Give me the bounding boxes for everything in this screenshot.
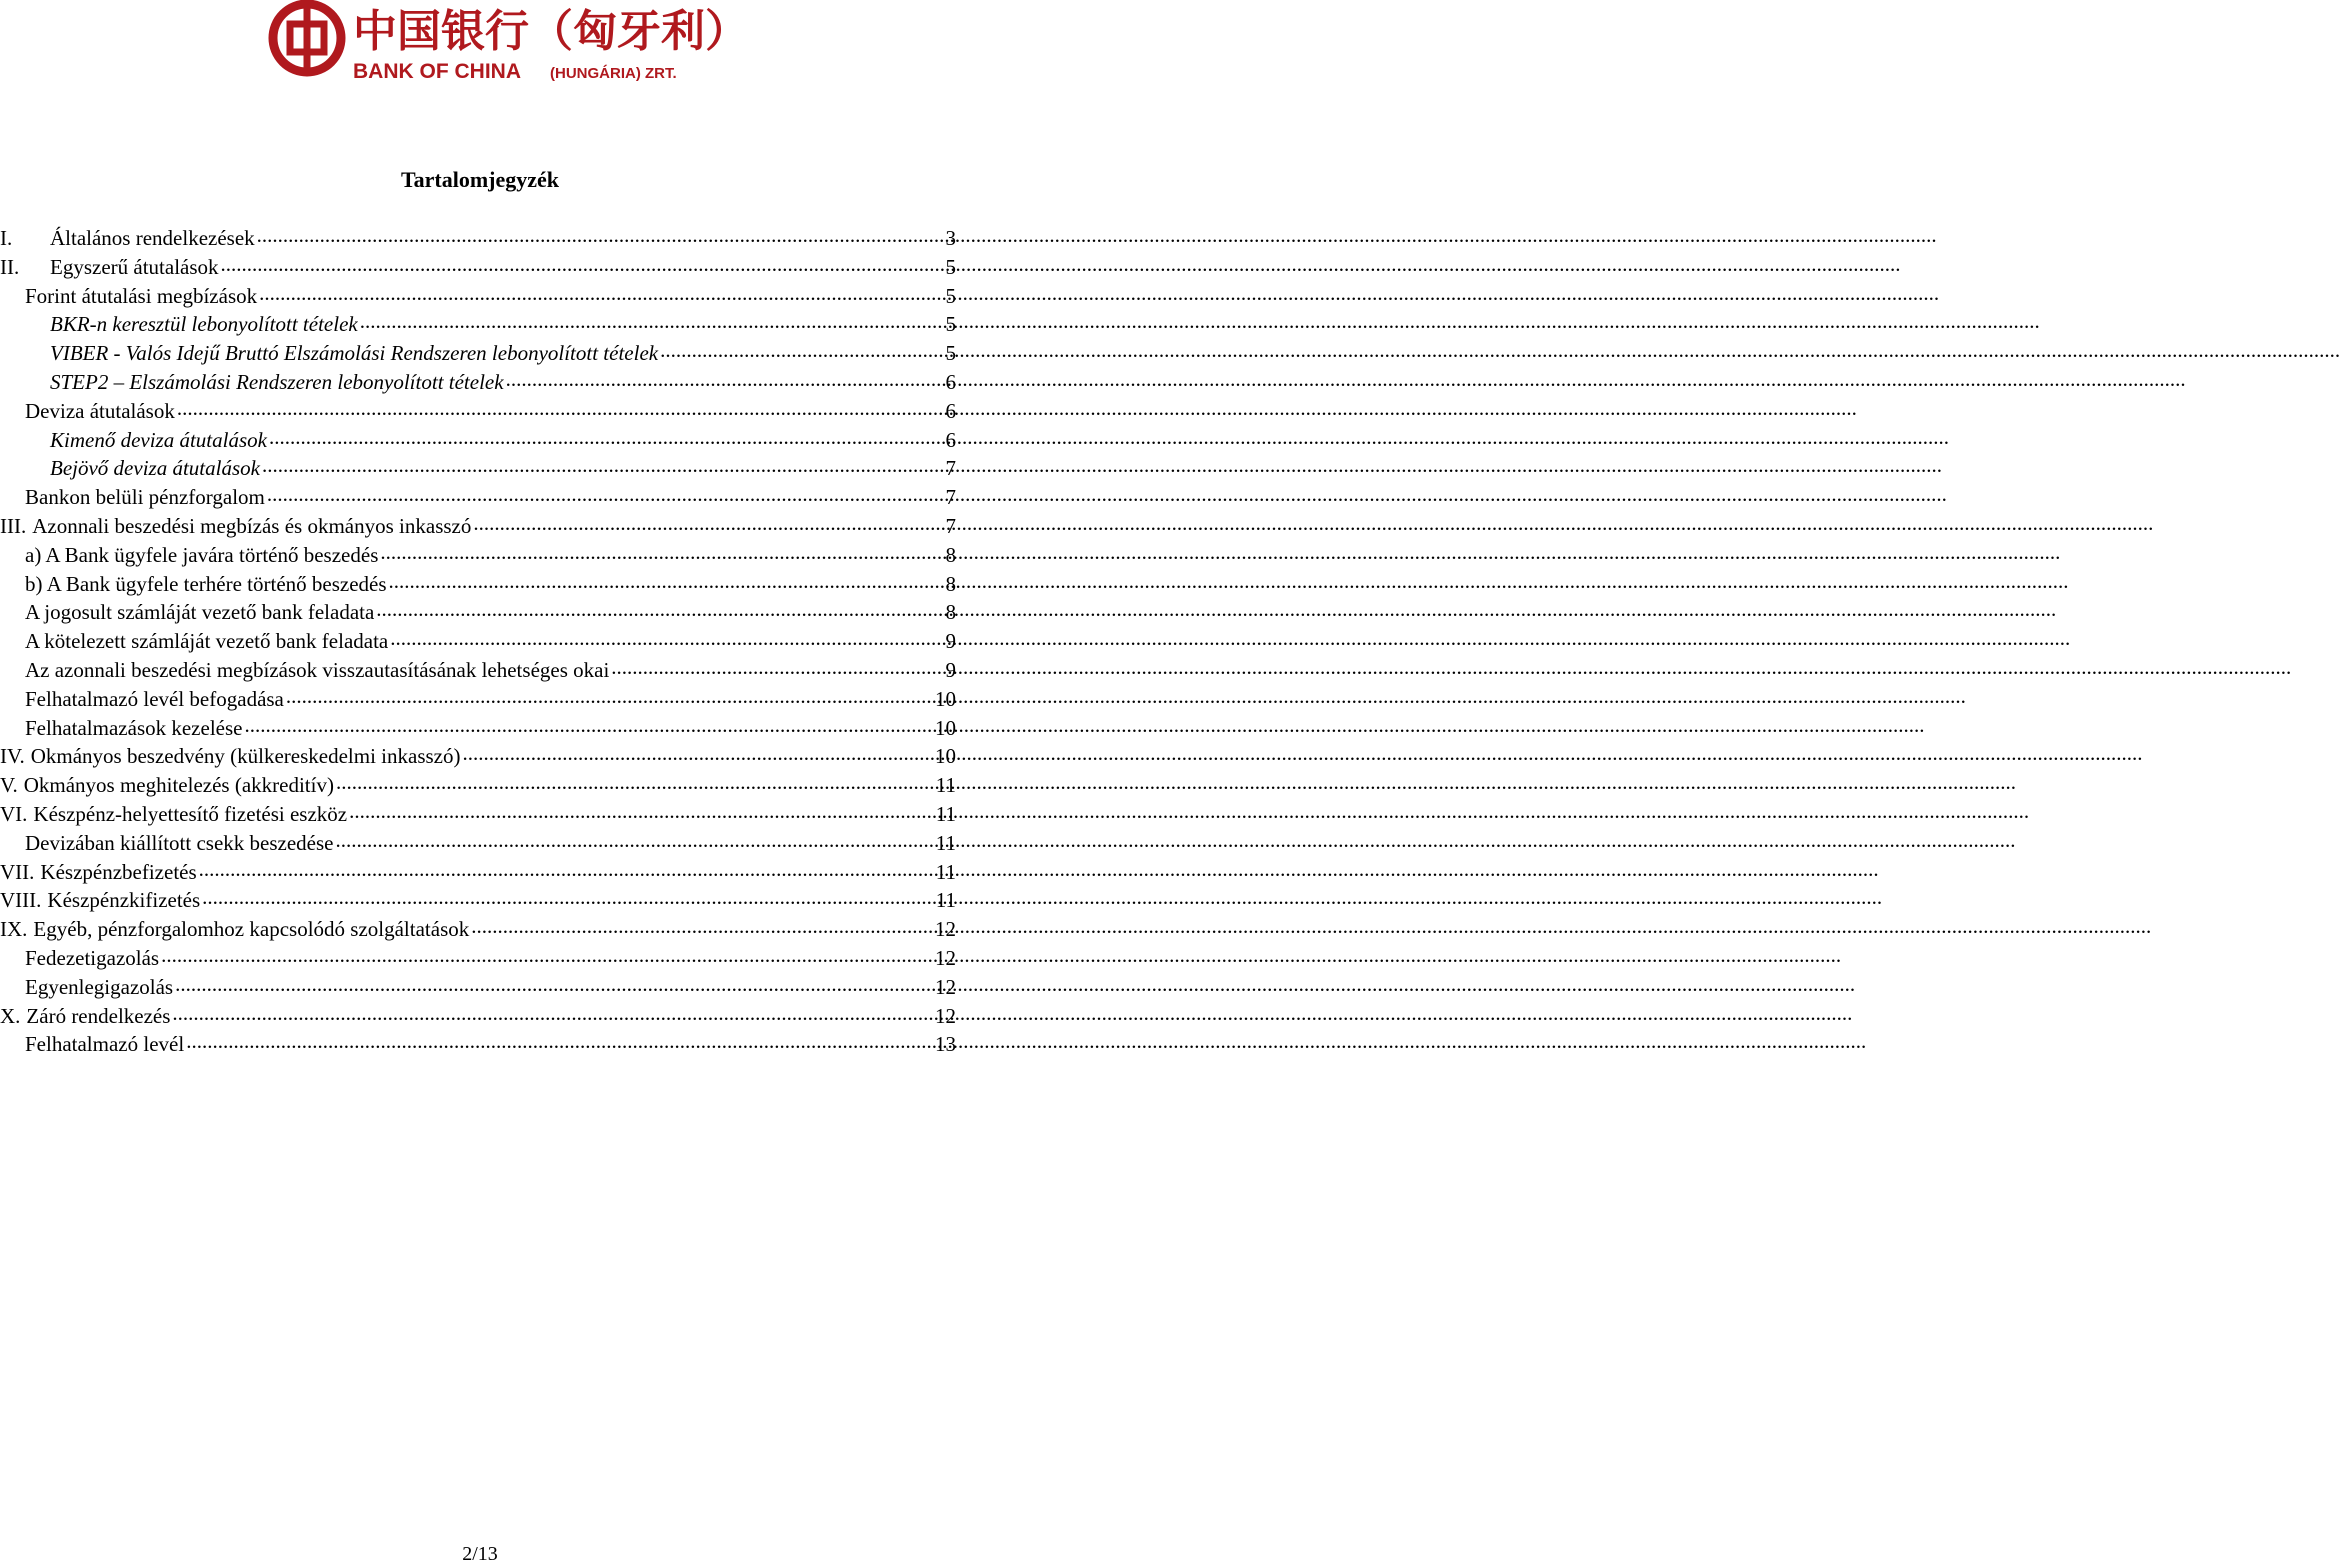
toc-entry[interactable]: [0, 858, 956, 887]
toc-dot-leader: [336, 772, 934, 792]
toc-entry-page: 9: [945, 629, 956, 654]
toc-entry-page: 3: [945, 226, 956, 250]
toc-entry[interactable]: [0, 800, 956, 829]
toc-title: Tartalomjegyzék: [400, 167, 560, 192]
toc-entry-text: Általános rendelkezések: [50, 226, 255, 250]
toc-entry-text: VIBER - Valós Idejű Bruttó Elszámolási Rendszeren lebonyolított tételek: [50, 341, 659, 366]
toc-entry-page: 5: [945, 283, 956, 308]
toc-entry[interactable]: [0, 627, 956, 656]
toc-dot-leader: [172, 1003, 933, 1023]
toc-dot-leader: [380, 542, 943, 562]
toc-entry[interactable]: [0, 282, 956, 311]
toc-entry-page: 12: [935, 1003, 956, 1028]
toc-entry-text: Bejövő deviza átutalások: [50, 456, 260, 481]
toc-entry[interactable]: [0, 1030, 956, 1059]
toc-entry[interactable]: [0, 973, 956, 1002]
table-of-contents: [0, 224, 956, 1059]
svg-text:中国银行（匈牙利）: 中国银行（匈牙利）: [353, 6, 749, 57]
toc-entry-text: BKR-n keresztül lebonyolított tételek: [50, 312, 358, 337]
toc-entry[interactable]: [0, 224, 956, 253]
toc-entry-page: 11: [935, 859, 956, 884]
toc-dot-leader: [259, 283, 943, 303]
toc-entry-text: Okmányos beszedvény (külkereskedelmi inkasszó): [30, 744, 461, 769]
toc-entry-page: 12: [935, 917, 956, 942]
toc-entry-text: Okmányos meghitelezés (akkreditív): [23, 773, 334, 798]
toc-entry-number: I.: [0, 226, 13, 250]
toc-dot-leader: [267, 484, 944, 504]
toc-entry[interactable]: [0, 742, 956, 771]
toc-entry-text: A kötelezett számláját vezető bank feladata: [25, 629, 389, 654]
toc-entry[interactable]: [0, 714, 956, 743]
toc-entry-number: IX.: [0, 917, 28, 942]
toc-entry[interactable]: [0, 454, 956, 483]
toc-entry-page: 11: [935, 801, 956, 826]
toc-dot-leader: [473, 513, 943, 533]
toc-entry[interactable]: [0, 310, 956, 339]
toc-entry-page: 8: [945, 542, 956, 567]
toc-entry-text: Felhatalmazó levél: [25, 1032, 185, 1057]
toc-entry-text: a) A Bank ügyfele javára történő beszedés: [25, 542, 379, 567]
toc-entry[interactable]: [0, 771, 956, 800]
toc-dot-leader: [611, 657, 943, 677]
toc-entry-text: Záró rendelkezés: [26, 1003, 171, 1028]
toc-entry[interactable]: [0, 253, 956, 282]
toc-entry[interactable]: [0, 339, 956, 368]
toc-dot-leader: [660, 340, 943, 360]
toc-dot-leader: [161, 945, 933, 965]
toc-dot-leader: [175, 974, 933, 994]
bank-logo: [265, 0, 749, 84]
toc-entry-text: Felhatalmazó levél befogadása: [25, 686, 284, 711]
toc-dot-leader: [360, 311, 944, 331]
toc-entry-text: b) A Bank ügyfele terhére történő beszedés: [25, 571, 387, 596]
toc-entry[interactable]: [0, 541, 956, 570]
toc-entry-page: 8: [945, 600, 956, 625]
toc-entry-page: 11: [935, 773, 956, 798]
toc-entry-text: Készpénzbefizetés: [40, 859, 197, 884]
toc-entry-text: STEP2 – Elszámolási Rendszeren lebonyolított tételek: [50, 369, 504, 394]
toc-entry-text: Készpénz-helyettesítő fizetési eszköz: [33, 801, 348, 826]
toc-entry-number: VII.: [0, 859, 35, 884]
toc-dot-leader: [389, 571, 944, 591]
toc-dot-leader: [349, 801, 934, 821]
toc-entry-text: Bankon belüli pénzforgalom: [25, 485, 265, 510]
toc-entry[interactable]: [0, 944, 956, 973]
toc-entry[interactable]: [0, 915, 956, 944]
toc-entry-page: 12: [935, 945, 956, 970]
toc-dot-leader: [257, 225, 944, 245]
toc-entry-text: Az azonnali beszedési megbízások visszautasításának lehetséges okai: [25, 657, 610, 682]
toc-dot-leader: [506, 369, 944, 389]
toc-dot-leader: [335, 830, 933, 850]
toc-entry[interactable]: [0, 426, 956, 455]
toc-entry-text: A jogosult számláját vezető bank feladata: [25, 600, 375, 625]
toc-dot-leader: [262, 455, 944, 475]
toc-entry[interactable]: [0, 1002, 956, 1031]
toc-dot-leader: [221, 254, 944, 274]
toc-entry-page: 11: [935, 888, 956, 913]
toc-entry-page: 10: [935, 744, 956, 769]
toc-dot-leader: [269, 427, 944, 447]
toc-dot-leader: [199, 859, 934, 879]
toc-entry[interactable]: [0, 598, 956, 627]
page-number: 2/13: [462, 1543, 498, 1565]
toc-entry-number: II.: [0, 254, 20, 279]
toc-entry-page: 6: [945, 369, 956, 394]
toc-entry-text: Egyéb, pénzforgalomhoz kapcsolódó szolgáltatások: [33, 917, 470, 942]
toc-entry-page: 13: [935, 1032, 956, 1057]
toc-entry-page: 5: [945, 341, 956, 366]
toc-entry-page: 6: [945, 427, 956, 452]
toc-entry-text: Egyszerű átutalások: [50, 254, 219, 279]
toc-entry-page: 5: [945, 312, 956, 337]
toc-entry-page: 5: [945, 254, 956, 279]
toc-entry-text: Deviza átutalások: [25, 398, 175, 423]
toc-entry-text: Devizában kiállított csekk beszedése: [25, 830, 334, 855]
toc-entry-page: 10: [935, 715, 956, 740]
toc-entry-page: 12: [935, 974, 956, 999]
toc-entry-text: Kimenő deviza átutalások: [50, 427, 267, 452]
toc-entry[interactable]: [0, 397, 956, 426]
toc-entry-page: 8: [945, 571, 956, 596]
toc-entry-number: III.: [0, 513, 27, 538]
toc-entry-page: 10: [935, 686, 956, 711]
toc-dot-leader: [186, 1031, 933, 1051]
toc-entry-text: Azonnali beszedési megbízás és okmányos inkasszó: [32, 513, 472, 538]
toc-entry[interactable]: [0, 570, 956, 599]
toc-dot-leader: [244, 715, 933, 735]
toc-entry[interactable]: [0, 886, 956, 915]
toc-entry-text: Fedezetigazolás: [25, 945, 160, 970]
toc-entry[interactable]: [0, 685, 956, 714]
toc-dot-leader: [376, 599, 943, 619]
toc-entry[interactable]: [0, 483, 956, 512]
toc-dot-leader: [463, 743, 934, 763]
toc-entry-text: Egyenlegigazolás: [25, 974, 174, 999]
toc-entry-text: Forint átutalási megbízások: [25, 283, 258, 308]
toc-entry-page: 7: [945, 456, 956, 481]
toc-entry-page: 11: [935, 830, 956, 855]
toc-entry-number: X.: [0, 1003, 21, 1028]
toc-entry-page: 6: [945, 398, 956, 423]
toc-dot-leader: [390, 628, 943, 648]
toc-dot-leader: [177, 398, 944, 418]
toc-entry-text: Készpénzkifizetés: [47, 888, 201, 913]
toc-entry[interactable]: [0, 368, 956, 397]
svg-text:BANK OF CHINA: BANK OF CHINA: [353, 60, 521, 83]
svg-text:(HUNGÁRIA) ZRT.: (HUNGÁRIA) ZRT.: [550, 65, 677, 82]
toc-dot-leader: [202, 887, 934, 907]
toc-entry-page: 7: [945, 513, 956, 538]
toc-entry-page: 7: [945, 485, 956, 510]
toc-dot-leader: [286, 686, 933, 706]
toc-entry[interactable]: [0, 829, 956, 858]
toc-dot-leader: [471, 916, 933, 936]
toc-entry[interactable]: [0, 656, 956, 685]
bank-of-china-logo-icon: [265, 0, 749, 84]
toc-entry-number: V.: [0, 773, 18, 798]
toc-entry-page: 9: [945, 657, 956, 682]
toc-entry-text: Felhatalmazások kezelése: [25, 715, 243, 740]
toc-entry-number: VI.: [0, 801, 28, 826]
toc-entry-number: IV.: [0, 744, 25, 769]
toc-entry[interactable]: [0, 512, 956, 541]
toc-entry-number: VIII.: [0, 888, 42, 913]
